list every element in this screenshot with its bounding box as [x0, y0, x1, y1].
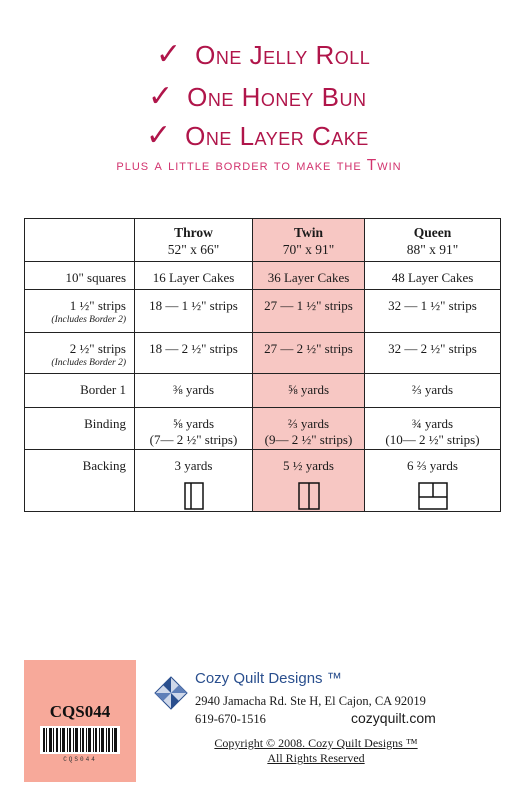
cell-queen: 48 Layer Cakes [365, 262, 501, 290]
cell-queen: 32 — 2 ½" strips [365, 333, 501, 374]
cell-line: 6 ⅔ yards [407, 458, 458, 473]
column-header-queen [365, 219, 501, 262]
row-label-text: 2 ½" strips [69, 341, 126, 356]
cell-throw: 16 Layer Cakes [135, 262, 253, 290]
cell-throw: ⅜ yards [135, 374, 253, 408]
table-row [25, 262, 501, 290]
row-label [25, 408, 135, 450]
row-label-text: Binding [84, 416, 126, 431]
column-size: 52" x 66" [167, 242, 220, 257]
company-address: 2940 Jamacha Rd. Ste H, El Cajon, CA 92019 [195, 694, 426, 708]
cell-queen [365, 408, 501, 450]
cell-throw: 18 — 2 ½" strips [135, 333, 253, 374]
cell-throw [135, 408, 253, 450]
cell-queen: ⅔ yards [365, 374, 501, 408]
cell-twin: 36 Layer Cakes [253, 262, 365, 290]
column-header-twin [253, 219, 365, 262]
table-row [25, 374, 501, 408]
cell-twin: ⅝ yards [253, 374, 365, 408]
cell-line: (10— 2 ½" strips) [385, 432, 480, 447]
headline-line-2 [148, 79, 367, 114]
copyright-block [195, 736, 437, 766]
company-website[interactable]: cozyquilt.com [351, 710, 436, 726]
cell-line: 3 yards [174, 458, 213, 473]
cell-line: 5 ½ yards [283, 458, 334, 473]
cell-line: (7— 2 ½" strips) [149, 432, 238, 447]
cell-queen: 32 — 1 ½" strips [365, 290, 501, 333]
headline-text: One Layer Cake [185, 121, 369, 151]
row-label [25, 262, 135, 290]
rights-text: All Rights Reserved [267, 751, 365, 765]
checkmark-icon: ✓ [156, 37, 182, 72]
barcode-icon [40, 726, 120, 754]
headline-line-3 [146, 118, 369, 153]
column-size: 70" x 91" [282, 242, 335, 257]
row-label [25, 450, 135, 512]
row-note: (Includes Border 2) [51, 358, 126, 368]
headline-text: One Jelly Roll [195, 40, 371, 70]
headline-text: One Honey Bun [187, 82, 367, 112]
row-label-text: Border 1 [80, 382, 126, 397]
row-note: (Includes Border 2) [51, 315, 126, 325]
row-label [25, 333, 135, 374]
cell-twin [253, 450, 365, 512]
cell-queen [365, 450, 501, 512]
checkmark-icon: ✓ [146, 118, 172, 153]
cell-throw: 18 — 1 ½" strips [135, 290, 253, 333]
barcode-number: CQS044 [63, 756, 97, 763]
table-row [25, 450, 501, 512]
cell-twin: 27 — 1 ½" strips [253, 290, 365, 333]
company-name: Cozy Quilt Designs ™ [195, 670, 342, 687]
company-phone: 619-670-1516 [195, 712, 266, 726]
row-label [25, 290, 135, 333]
cell-twin [253, 408, 365, 450]
fabric-requirements-table [24, 218, 501, 512]
column-name: Queen [413, 225, 452, 240]
headline-line-1 [156, 37, 371, 72]
cell-line: ⅔ yards [287, 416, 330, 431]
table-header-row [25, 219, 501, 262]
cell-throw [135, 450, 253, 512]
pinwheel-logo-icon [152, 674, 190, 712]
subline: plus a little border to make the Twin [116, 157, 402, 174]
cell-line: (9— 2 ½" strips) [264, 432, 353, 447]
cell-line: ¾ yards [411, 416, 454, 431]
backing-layout-throw-icon [184, 482, 204, 510]
column-size: 88" x 91" [406, 242, 459, 257]
backing-layout-twin-icon [298, 482, 320, 510]
cell-twin: 27 — 2 ½" strips [253, 333, 365, 374]
column-header-throw [135, 219, 253, 262]
row-label [25, 374, 135, 408]
row-label-text: 10" squares [65, 270, 126, 285]
pattern-code-box [24, 660, 136, 782]
backing-layout-queen-icon [418, 482, 448, 510]
cell-line: ⅝ yards [172, 416, 215, 431]
checkmark-icon: ✓ [148, 79, 174, 114]
column-name: Throw [174, 225, 213, 240]
corner-cell [25, 219, 135, 262]
column-name: Twin [293, 225, 323, 240]
table-row [25, 290, 501, 333]
pattern-code: CQS044 [49, 702, 111, 721]
copyright-text: Copyright © 2008. Cozy Quilt Designs ™ [214, 736, 418, 750]
table-row [25, 333, 501, 374]
row-label-text: Backing [82, 458, 126, 473]
row-label-text: 1 ½" strips [69, 298, 126, 313]
table-row [25, 408, 501, 450]
